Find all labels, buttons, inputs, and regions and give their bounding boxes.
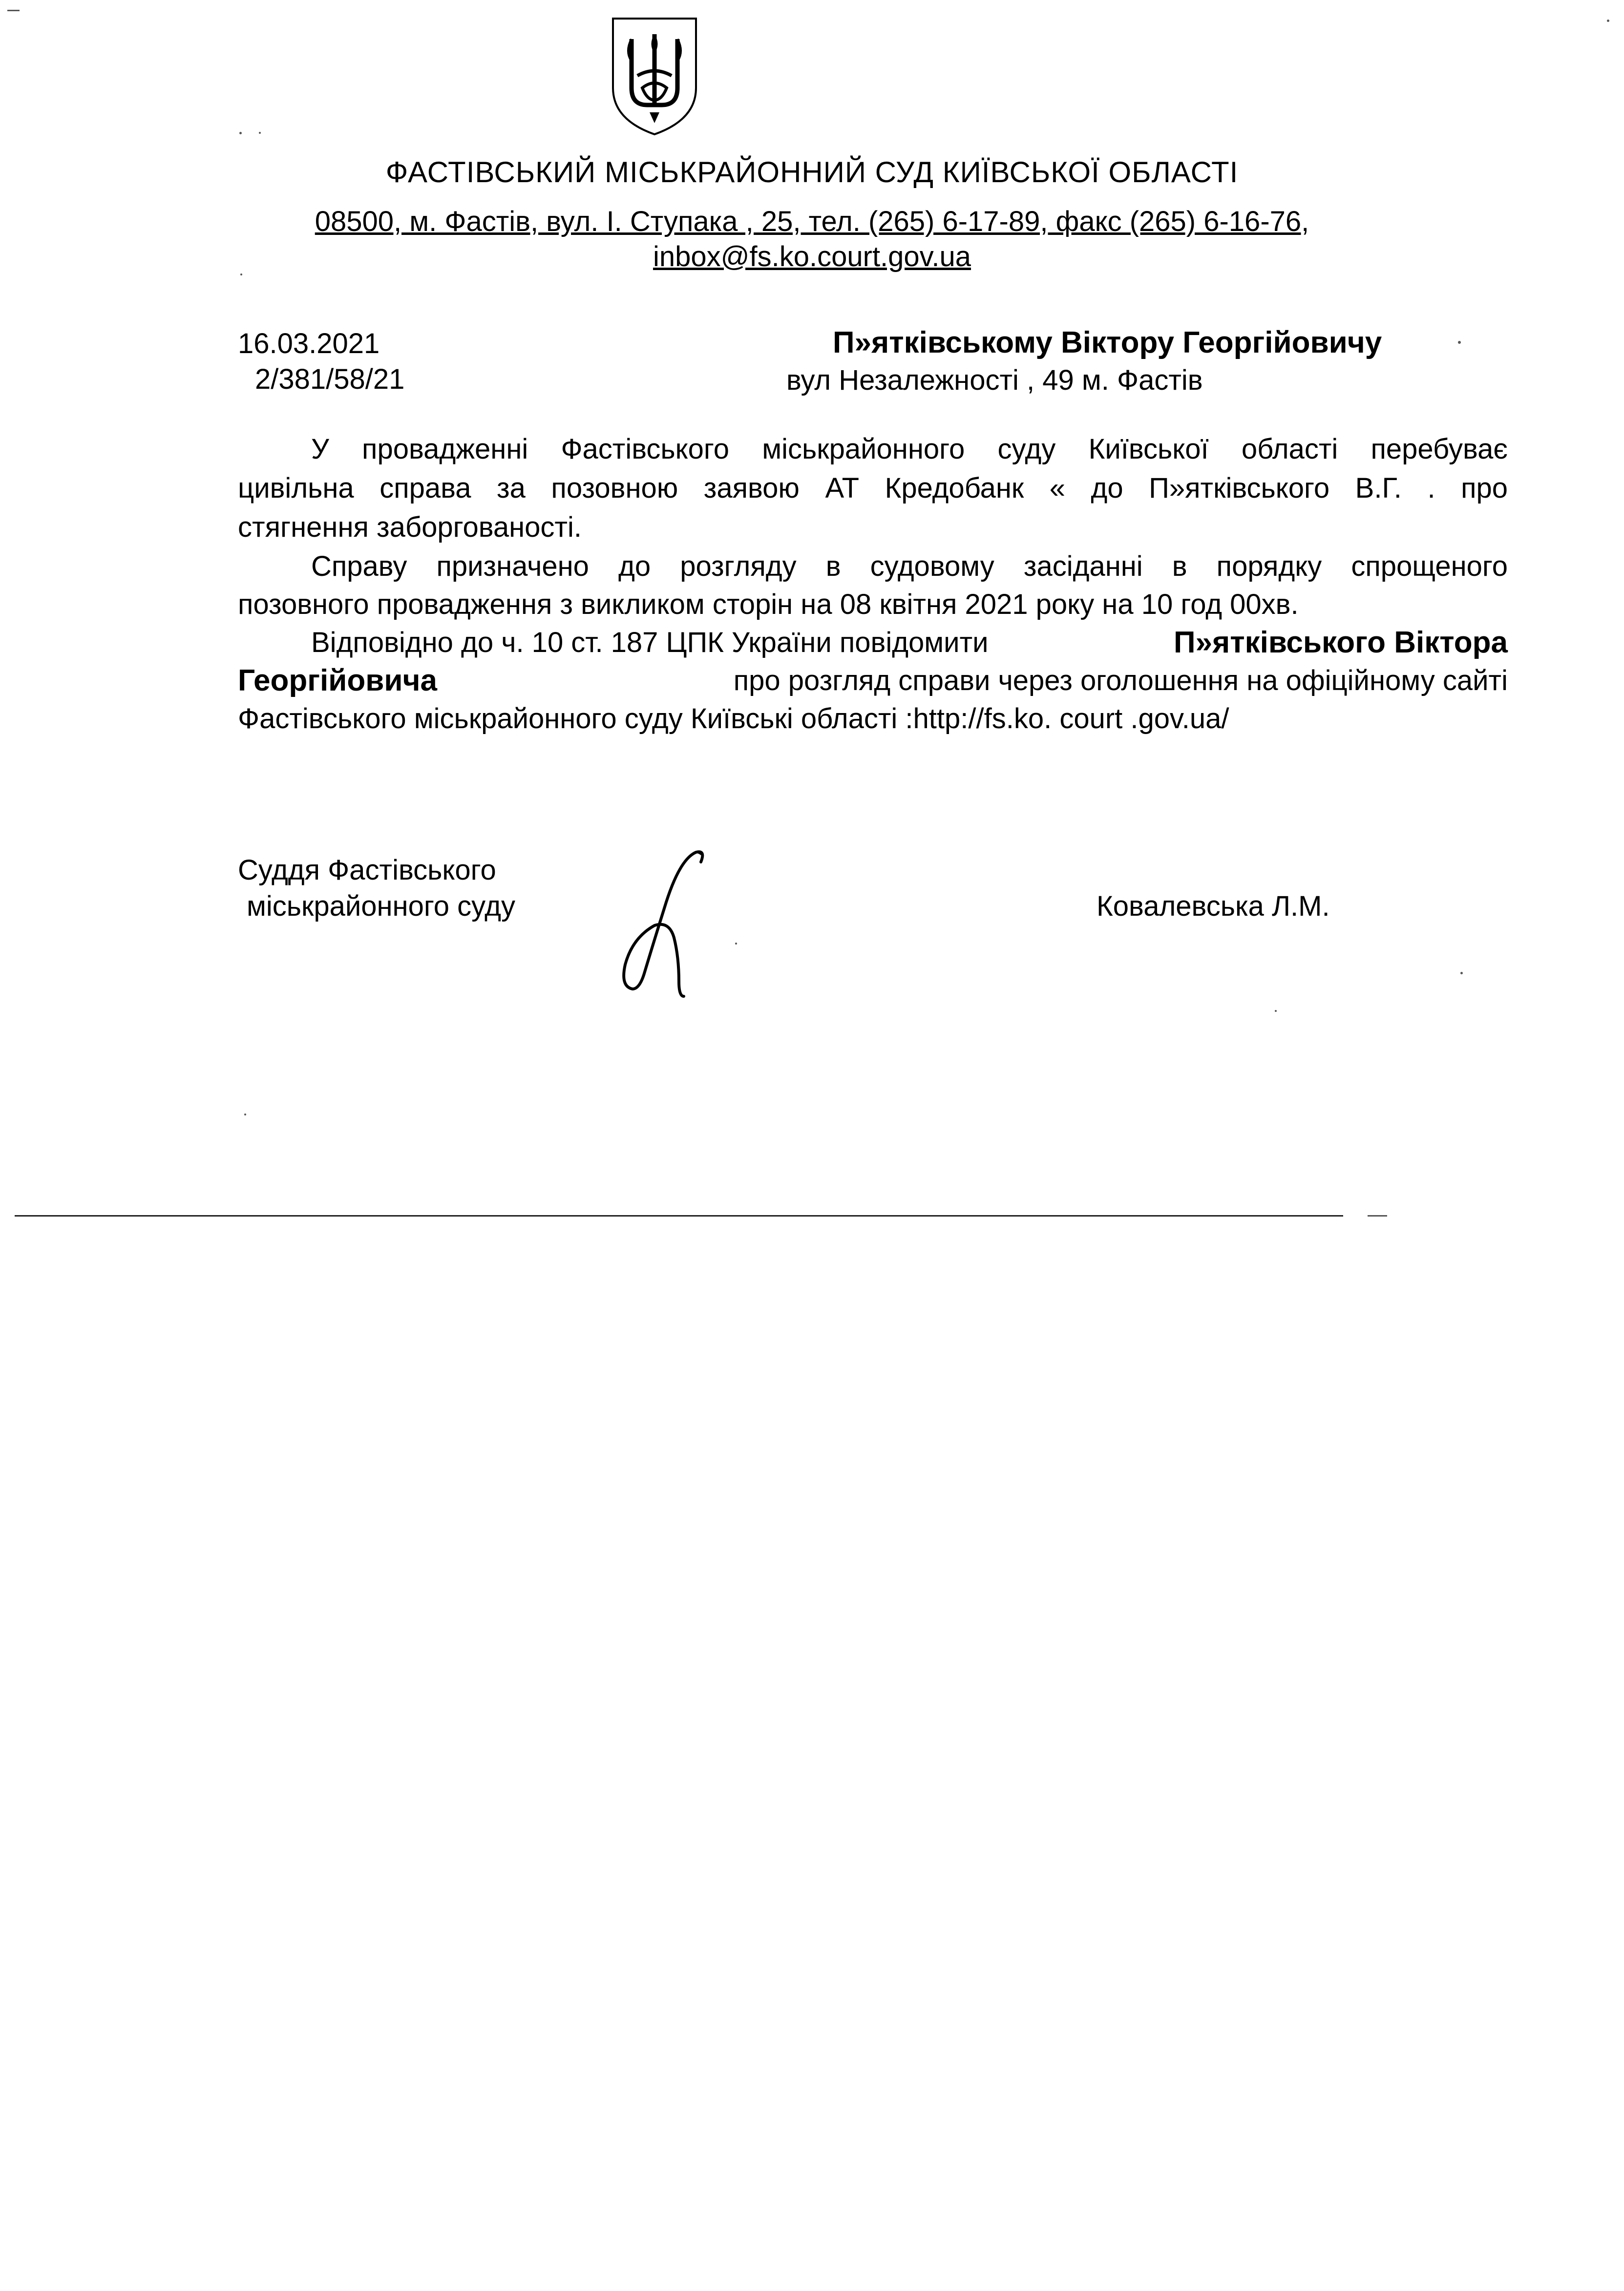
- scan-speck: [240, 273, 242, 275]
- letter-date: 16.03.2021: [238, 328, 380, 359]
- scan-speck: [239, 132, 242, 134]
- paragraph-3-line-1-bold-name: П»ятківського Віктора: [1174, 626, 1508, 659]
- handwritten-signature-icon: [606, 840, 718, 1006]
- paragraph-2-line-2: позовного провадження з викликом сторін на 08 квітня 2021 року на 10 год 00хв.: [238, 589, 1299, 620]
- scan-speck: [244, 1114, 246, 1115]
- scan-speck: [7, 10, 20, 11]
- scan-speck: [1607, 20, 1609, 22]
- scan-speck: [1458, 341, 1461, 344]
- paragraph-2-line-1: Справу призначено до розгляду в судовому засіданні в порядку спрощеного: [311, 550, 1508, 582]
- paragraph-1-line-2: цивільна справа за позовною заявою АТ Кредобанк « до П»ятківського В.Г. . про: [238, 472, 1508, 504]
- paragraph-3-line-2-text: про розгляд справи через оголошення на офіційному сайті: [733, 665, 1508, 696]
- paragraph-3-line-2-bold-name: Георгійовича: [238, 664, 437, 697]
- bottom-divider: [15, 1215, 1343, 1217]
- paragraph-3-line-3: Фастівського міськрайонного суду Київські області :http://fs.ko. court .gov.ua/: [238, 703, 1229, 735]
- judge-name: Ковалевська Л.М.: [1097, 890, 1330, 922]
- judge-title-line-2: міськрайонного суду: [247, 890, 516, 922]
- court-address-line: 08500, м. Фастів, вул. І. Ступака , 25, тел. (265) 6-17-89, факс (265) 6-16-76,: [315, 206, 1309, 237]
- scan-speck: [259, 132, 261, 134]
- outgoing-number: 2/381/58/21: [255, 363, 405, 395]
- recipient-address: вул Незалежності , 49 м. Фастів: [786, 364, 1203, 396]
- scan-speck: [1275, 1010, 1277, 1012]
- judge-title-line-1: Суддя Фастівського: [238, 854, 496, 886]
- court-email[interactable]: inbox@fs.ko.court.gov.ua: [653, 241, 971, 273]
- paragraph-1-line-1: У провадженні Фастівського міськрайонного суду Київської області перебуває: [311, 433, 1508, 465]
- trident-coat-of-arms-icon: [608, 15, 701, 137]
- paragraph-3-line-1: [238, 623, 1508, 662]
- paragraph-3-line-2: [238, 661, 1508, 700]
- paragraph-3-line-1-text: Відповідно до ч. 10 ст. 187 ЦПК України повідомити: [311, 627, 989, 658]
- paragraph-1-line-3: стягнення заборгованості.: [238, 511, 582, 543]
- scan-speck: [1368, 1215, 1387, 1217]
- court-name-heading: ФАСТІВСЬКИЙ МІСЬКРАЙОННИЙ СУД КИЇВСЬКОЇ ОБЛАСТІ: [385, 156, 1239, 189]
- scan-speck: [735, 943, 737, 945]
- scan-speck: [1460, 972, 1463, 974]
- recipient-name: П»ятківському Віктору Георгійовичу: [833, 326, 1382, 359]
